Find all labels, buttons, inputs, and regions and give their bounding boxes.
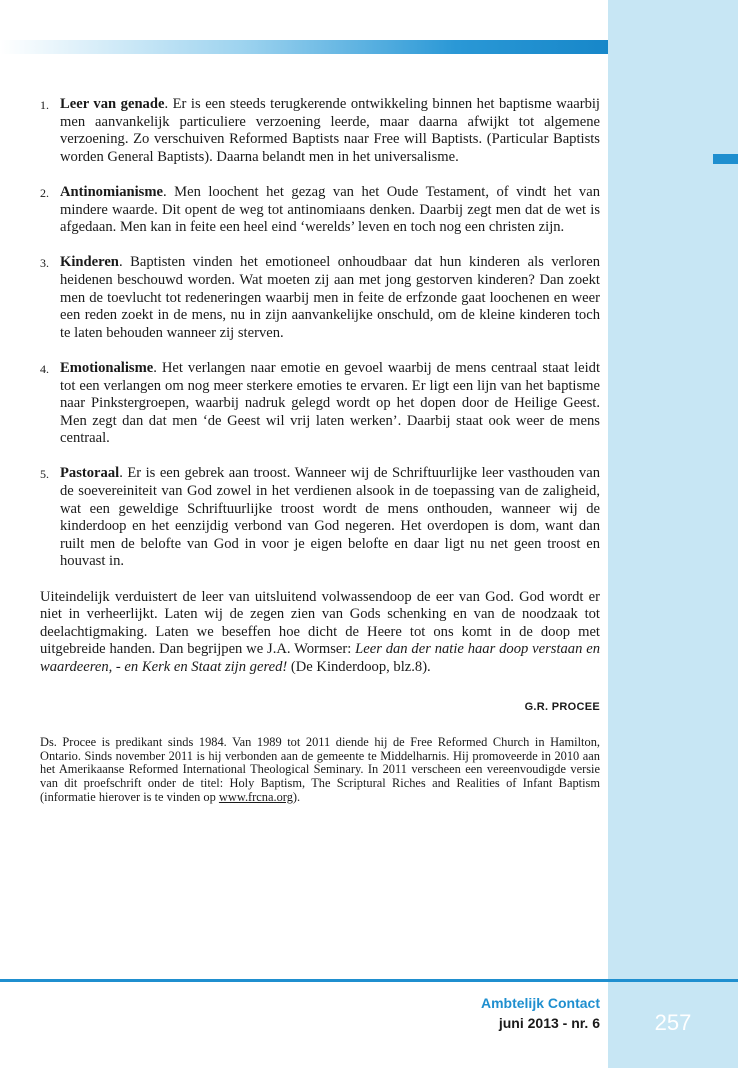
item-text: . Er is een steeds terugkerende ontwikkeling binnen het baptisme waarbij men aanvankelijk particuliere verzoening leerde, maar daarna afwijkt tot algemene verzoening. Zo verschuiven Reformed Baptists naar Free will Baptists. (Particular Baptists worden General Baptists). Daarna belandt men in het universalisme. [60, 96, 600, 165]
item-term: Pastoraal [60, 465, 120, 482]
item-text: . Men loochent het gezag van het Oude Testament, of vindt het van mindere waarde. Dit opent de weg tot antinomiaans denken. Daarbij zegt men dat de wet is afgedaan. Men kan in feite een heel eind ‘werelds’ leven en toch nog een christen zijn. [60, 183, 600, 236]
bio-link[interactable]: www.frcna.org [218, 789, 293, 804]
header-gradient-bar [0, 40, 608, 54]
item-number: 4. [40, 361, 49, 376]
item-term: Antinomianisme [60, 183, 163, 200]
author-signature: G.R. PROCEE [524, 700, 600, 713]
item-number: 2. [40, 185, 49, 200]
side-tab-marker [713, 154, 738, 164]
list-item [40, 360, 600, 448]
page-number: 257 [654, 1010, 692, 1035]
list-item [40, 96, 600, 166]
article-body [40, 96, 600, 804]
journal-name: Ambtelijk Contact [480, 995, 600, 1011]
footer-rule [0, 979, 738, 982]
item-text: . Er is een gebrek aan troost. Wanneer wij de Schriftuurlijke leer vasthouden van de soevereiniteit van God zowel in het verdienen alsook in de toepassing van de zaligheid, wat een geweldige Schriftuurlijke troost wordt de mens onthouden, wanneer wij de kinderdoop en het eenzijdig verbond van God negeren. Het overdopen is dom, want dan ruilt men de belofte van God in voor je eigen belofte en daar ligt nu net geen troost en houvast in. [60, 465, 600, 570]
author-bio [40, 736, 600, 804]
item-term: Kinderen [60, 254, 119, 271]
item-term: Leer van genade [60, 96, 165, 112]
item-term: Emotionalisme [60, 359, 154, 376]
conclusion-source: (De Kinderdoop, blz.8). [287, 659, 431, 675]
bio-text: Ds. Procee is predikant sinds 1984. Van 1989 tot 2011 diende hij de Free Reformed Church in Hamilton, Ontario. Sinds november 2011 is hij verbonden aan de gemeente te Middelharnis. Hij promoveerde in 2010 aan het Amerikaanse Reformed International Theological Seminary. In 2011 verscheen een vereenvoudigde versie van dit proefschrift onder de titel: Holy Baptism, The Scriptural Riches and Realities of Infant Baptism (informatie hierover is te vinden op [40, 735, 600, 804]
item-text: . Baptisten vinden het emotioneel onhoudbaar dat hun kinderen als verloren heidenen beschouwd worden. Wat moeten zij aan met jong gestorven kinderen? Dan zoekt men de toevlucht tot redeneringen waarbij men in feite de erfzonde gaat loochenen en weer een reden zoekt in de mens, nu in zijn aanvankelijke onschuld, om de kleine kinderen toch te laten behouden wanneer zij sterven. [60, 254, 600, 341]
conclusion-paragraph [40, 589, 600, 677]
bio-end: ). [292, 789, 301, 804]
conclusion-text: Uiteindelijk verduistert de leer van uitsluitend volwassendoop de eer van God. God wordt er niet in verheerlijkt. Laten wij de zegen zien van Gods schenking en van de noodzaak tot deelachtigmaking. Laten we beseffen hoe dicht de Heere tot ons komt in de doop met uitgebreide handen. Dan begrijpen we J.A. Wormser: [40, 588, 600, 658]
item-text: . Het verlangen naar emotie en gevoel waarbij de mens centraal staat leidt tot een verlangen om nog meer sterkere emoties te ervaren. Er ligt een lijn van het baptisme naar Pinkstergroepen, waarbij nadruk gelegd wordt op het dopen door de Heilige Geest. Men zegt dan dat men ‘de Geest wil vrij laten werken’. Daarbij staat ook weer de mens centraal. [60, 359, 600, 447]
item-number: 1. [40, 98, 49, 112]
item-number: 3. [40, 256, 49, 271]
numbered-list [40, 96, 600, 571]
item-number: 5. [40, 467, 49, 482]
list-item [40, 254, 600, 342]
list-item [40, 184, 600, 237]
list-item [40, 465, 600, 571]
issue-label: juni 2013 - nr. 6 [498, 1015, 600, 1031]
conclusion-quote: Leer dan der natie haar doop verstaan en waardeeren, - en Kerk en Staat zijn gered! [40, 641, 600, 675]
